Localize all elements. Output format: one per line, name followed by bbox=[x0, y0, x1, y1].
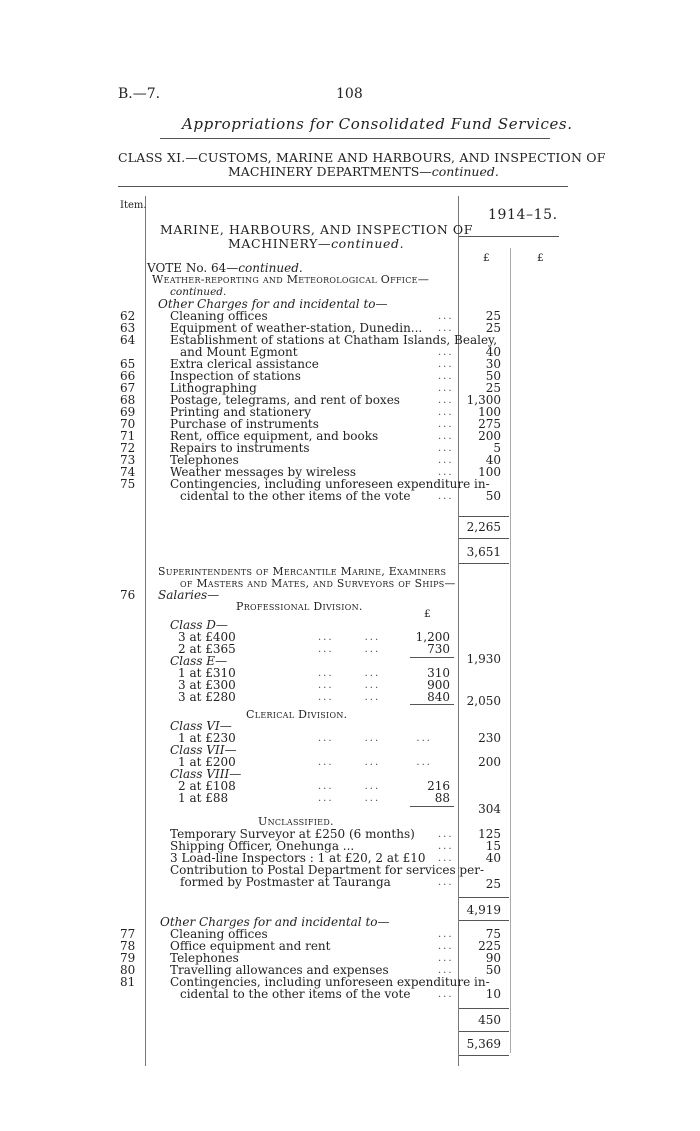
class-title-line2-text: MACHINERY DEPARTMENTS— bbox=[228, 164, 432, 179]
item-amount: 100 bbox=[478, 405, 501, 419]
class-e-total: 2,050 bbox=[466, 694, 501, 708]
inner-pound: £ bbox=[424, 608, 431, 620]
leader-dots: ... ... bbox=[318, 781, 381, 792]
item-amount: 1,300 bbox=[466, 393, 501, 407]
weather-total: 3,651 bbox=[466, 545, 501, 559]
e2-desc: 3 at £300 bbox=[178, 678, 236, 692]
other-charges-heading: Other Charges for and incidental to— bbox=[158, 297, 388, 311]
u1-amount: 125 bbox=[478, 827, 501, 841]
leader-dots: ... bbox=[438, 989, 454, 1000]
class-title-cont: continued. bbox=[431, 164, 499, 179]
class-vii: Class VII— bbox=[170, 743, 237, 757]
item-number: 67 bbox=[120, 381, 136, 395]
item-number: 75 bbox=[120, 477, 136, 491]
item-amount: 275 bbox=[478, 417, 501, 431]
leader-dots: ... bbox=[438, 455, 454, 466]
leader-dots: ... ... ... bbox=[318, 757, 432, 768]
vote-label-text: VOTE No. 64— bbox=[147, 261, 239, 275]
pound-header-2: £ bbox=[537, 252, 544, 264]
item-number: 78 bbox=[120, 939, 136, 953]
weather-cont: continued. bbox=[170, 286, 227, 298]
salaries-total-rule2 bbox=[459, 920, 509, 921]
u4-desc: Contribution to Postal Department for services per- bbox=[170, 863, 484, 877]
leader-dots: ... bbox=[438, 431, 454, 442]
leader-dots: ... ... bbox=[318, 680, 381, 691]
vii1-amount: 200 bbox=[478, 755, 501, 769]
item-number: 80 bbox=[120, 963, 136, 977]
item-amount: 25 bbox=[485, 381, 501, 395]
item-description: Purchase of instruments bbox=[170, 417, 319, 431]
d1-amount: 1,200 bbox=[415, 630, 450, 644]
item-description: Contingencies, including unforeseen expenditure in- bbox=[170, 975, 490, 989]
e2-amount: 900 bbox=[427, 678, 450, 692]
item-description: Telephones bbox=[170, 453, 239, 467]
item-description: Cleaning offices bbox=[170, 309, 268, 323]
item-number: 77 bbox=[120, 927, 136, 941]
item-number: 69 bbox=[120, 405, 136, 419]
u2-desc: Shipping Officer, Onehunga ... bbox=[170, 839, 355, 853]
item-description: Cleaning offices bbox=[170, 927, 268, 941]
class-title-line1: CLASS XI.—CUSTOMS, MARINE AND HARBOURS, AND INSPECTION OF bbox=[118, 150, 606, 165]
section-title-line2-text: MACHINERY— bbox=[228, 236, 332, 251]
e3-amount: 840 bbox=[427, 690, 450, 704]
viii2-amount: 88 bbox=[434, 791, 450, 805]
item-amount: 200 bbox=[478, 429, 501, 443]
item-description: Repairs to instruments bbox=[170, 441, 310, 455]
item-number: 63 bbox=[120, 321, 136, 335]
leader-dots: ... bbox=[438, 853, 454, 864]
item-amount: 10 bbox=[485, 987, 501, 1001]
leader-dots: ... bbox=[438, 371, 454, 382]
leader-dots: ... bbox=[438, 941, 454, 952]
class-viii-rule bbox=[410, 806, 454, 807]
item-amount: 5 bbox=[493, 441, 501, 455]
class-viii-total: 304 bbox=[478, 802, 501, 816]
year-column-header: 1914–15. bbox=[488, 207, 558, 223]
d2-desc: 2 at £365 bbox=[178, 642, 236, 656]
item-amount: 25 bbox=[485, 309, 501, 323]
class-title-line2 bbox=[228, 164, 499, 179]
item-description: Lithographing bbox=[170, 381, 257, 395]
class-e-rule bbox=[410, 704, 454, 705]
leader-dots: ... bbox=[438, 841, 454, 852]
leader-dots: ... ... bbox=[318, 632, 381, 643]
u1-desc: Temporary Surveyor at £250 (6 months) bbox=[170, 827, 415, 841]
vi1-amount: 230 bbox=[478, 731, 501, 745]
item-description-cont: and Mount Egmont bbox=[180, 345, 298, 359]
item-amount: 100 bbox=[478, 465, 501, 479]
item-amount: 40 bbox=[485, 453, 501, 467]
leader-dots: ... bbox=[438, 323, 454, 334]
weather-subtotal-rule bbox=[459, 516, 509, 517]
leader-dots: ... bbox=[438, 443, 454, 454]
page-title: Appropriations for Consolidated Fund Services. bbox=[182, 115, 573, 133]
class-d-rule bbox=[410, 657, 454, 658]
other-subtotal-rule bbox=[459, 1008, 509, 1009]
section-title-line1: MARINE, HARBOURS, AND INSPECTION OF bbox=[160, 222, 474, 237]
d1-desc: 3 at £400 bbox=[178, 630, 236, 644]
item-description: Equipment of weather-station, Dunedin... bbox=[170, 321, 423, 335]
leader-dots: ... bbox=[438, 395, 454, 406]
section-title-line2 bbox=[228, 236, 404, 251]
u3-desc: 3 Load-line Inspectors : 1 at £20, 2 at £10 bbox=[170, 851, 426, 865]
leader-dots: ... bbox=[438, 829, 454, 840]
leader-dots: ... bbox=[438, 359, 454, 370]
item-amount: 40 bbox=[485, 345, 501, 359]
item-number: 65 bbox=[120, 357, 136, 371]
item-column-rule bbox=[145, 196, 146, 1066]
item-number: 66 bbox=[120, 369, 136, 383]
weather-subtotal: 2,265 bbox=[466, 520, 501, 534]
viii2-desc: 1 at £88 bbox=[178, 791, 229, 805]
item-number: 74 bbox=[120, 465, 136, 479]
item-amount: 30 bbox=[485, 357, 501, 371]
salaries-total-rule bbox=[459, 897, 509, 898]
vii1-desc: 1 at £200 bbox=[178, 755, 236, 769]
item-description: Rent, office equipment, and books bbox=[170, 429, 379, 443]
section-title-cont: continued. bbox=[331, 236, 405, 251]
superintendents-heading-line1: Superintendents of Mercantile Marine, Examiners bbox=[158, 565, 447, 578]
leader-dots: ... bbox=[438, 419, 454, 430]
title-rule bbox=[160, 138, 550, 139]
weather-subtotal-rule2 bbox=[459, 538, 509, 539]
item-description: Travelling allowances and expenses bbox=[170, 963, 389, 977]
leader-dots: ... ... bbox=[318, 692, 381, 703]
professional-division: Professional Division. bbox=[236, 600, 363, 613]
d2-amount: 730 bbox=[427, 642, 450, 656]
leader-dots: ... bbox=[438, 877, 454, 888]
superintendents-heading-line2: of Masters and Mates, and Surveyors of Ships— bbox=[180, 577, 456, 590]
leader-dots: ... bbox=[438, 311, 454, 322]
item-description: Office equipment and rent bbox=[170, 939, 331, 953]
class-viii: Class VIII— bbox=[170, 767, 242, 781]
leader-dots: ... ... bbox=[318, 644, 381, 655]
item-number: 79 bbox=[120, 951, 136, 965]
leader-dots: ... bbox=[438, 347, 454, 358]
item-number: 81 bbox=[120, 975, 136, 989]
leader-dots: ... bbox=[438, 383, 454, 394]
amount-column-rule-mid bbox=[510, 248, 511, 1053]
item-description: Extra clerical assistance bbox=[170, 357, 319, 371]
grand-total-rule bbox=[459, 1055, 509, 1056]
viii1-amount: 216 bbox=[427, 779, 450, 793]
leader-dots: ... bbox=[438, 965, 454, 976]
salaries-total: 4,919 bbox=[466, 903, 501, 917]
document-code: B.—7. bbox=[118, 86, 161, 102]
item-amount: 225 bbox=[478, 939, 501, 953]
leader-dots: ... bbox=[438, 929, 454, 940]
item-amount: 50 bbox=[485, 963, 501, 977]
leader-dots: ... bbox=[438, 467, 454, 478]
other-subtotal: 450 bbox=[478, 1013, 501, 1027]
item-description: Telephones bbox=[170, 951, 239, 965]
leader-dots: ... bbox=[438, 953, 454, 964]
item-column-header: Item. bbox=[120, 200, 147, 211]
leader-dots: ... ... bbox=[318, 668, 381, 679]
weather-total-rule bbox=[459, 563, 509, 564]
clerical-division: Clerical Division. bbox=[246, 708, 348, 721]
class-d-total: 1,930 bbox=[466, 652, 501, 666]
item-description: Printing and stationery bbox=[170, 405, 312, 419]
leader-dots: ... bbox=[438, 407, 454, 418]
salaries-label: Salaries— bbox=[158, 588, 220, 602]
item-description-cont: cidental to the other items of the vote bbox=[180, 987, 411, 1001]
weather-heading: Weather-reporting and Meteorological Office— bbox=[152, 273, 430, 286]
year-rule bbox=[459, 236, 559, 237]
u2-amount: 15 bbox=[485, 839, 501, 853]
u3-amount: 40 bbox=[485, 851, 501, 865]
item-description: Weather messages by wireless bbox=[170, 465, 356, 479]
item-number: 68 bbox=[120, 393, 136, 407]
e1-desc: 1 at £310 bbox=[178, 666, 236, 680]
other-subtotal-rule2 bbox=[459, 1031, 509, 1032]
item-description: Contingencies, including unforeseen expenditure in- bbox=[170, 477, 490, 491]
item-number: 71 bbox=[120, 429, 136, 443]
other-charges-heading-2: Other Charges for and incidental to— bbox=[160, 915, 390, 929]
leader-dots: ... ... ... bbox=[318, 733, 432, 744]
item-amount: 75 bbox=[485, 927, 501, 941]
item-amount: 50 bbox=[485, 369, 501, 383]
item-number: 64 bbox=[120, 333, 136, 347]
class-vi: Class VI— bbox=[170, 719, 232, 733]
page-number: 108 bbox=[336, 86, 363, 102]
table-top-rule bbox=[118, 186, 568, 187]
unclassified-heading: Unclassified. bbox=[258, 815, 334, 828]
item-amount: 90 bbox=[485, 951, 501, 965]
u4-amount: 25 bbox=[485, 877, 501, 891]
item-number: 76 bbox=[120, 588, 136, 602]
class-e: Class E— bbox=[170, 654, 228, 668]
item-number: 70 bbox=[120, 417, 136, 431]
item-number: 72 bbox=[120, 441, 136, 455]
grand-total: 5,369 bbox=[466, 1037, 501, 1051]
item-amount: 50 bbox=[485, 489, 501, 503]
item-description: Inspection of stations bbox=[170, 369, 301, 383]
leader-dots: ... bbox=[438, 491, 454, 502]
item-description-cont: cidental to the other items of the vote bbox=[180, 489, 411, 503]
leader-dots: ... ... bbox=[318, 793, 381, 804]
pound-header-1: £ bbox=[483, 252, 490, 264]
vote-cont: continued. bbox=[238, 261, 303, 275]
item-description: Establishment of stations at Chatham Islands, Bealey, bbox=[170, 333, 498, 347]
e1-amount: 310 bbox=[427, 666, 450, 680]
item-number: 62 bbox=[120, 309, 136, 323]
e3-desc: 3 at £280 bbox=[178, 690, 236, 704]
item-number: 73 bbox=[120, 453, 136, 467]
class-d: Class D— bbox=[170, 618, 228, 632]
item-amount: 25 bbox=[485, 321, 501, 335]
u4-desc2: formed by Postmaster at Tauranga bbox=[180, 875, 391, 889]
item-description: Postage, telegrams, and rent of boxes bbox=[170, 393, 400, 407]
viii1-desc: 2 at £108 bbox=[178, 779, 236, 793]
vi1-desc: 1 at £230 bbox=[178, 731, 236, 745]
